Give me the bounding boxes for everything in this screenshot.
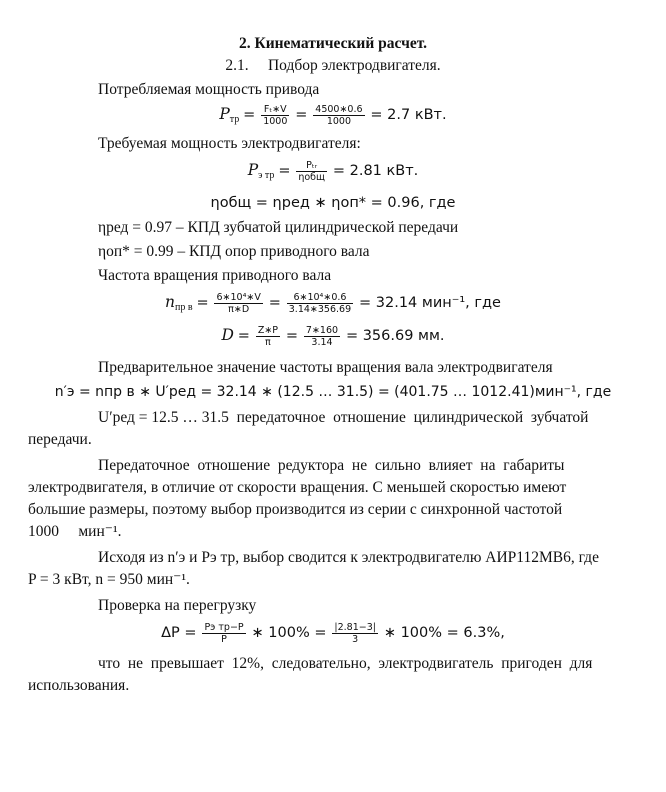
paragraph-1-line-2: электродвигателя, в отличие от скорости вращения. С меньшей скоростью имеют: [28, 479, 567, 496]
required-power-label: Требуемая мощность электродвигателя:: [98, 135, 361, 152]
paragraph-3-line-2: использования.: [28, 677, 130, 694]
eq1-result: = 2.7 кВт.: [370, 107, 447, 124]
eq7-fraction-1: $\frac{\text{Pэ тр−P}}{P}$: [204, 622, 244, 645]
prelim-speed-label: Предварительное значение частоты вращения вала электродвигателя: [98, 359, 553, 376]
section-heading: 2. Кинематический расчет.: [238, 35, 428, 52]
equation-overload: ΔP = $\frac{\text{Pэ тр−P}}{P}$ ∗ 100% = $\frac{|2.81-3|}{3}$ ∗ 100% = 6.3%,: [161, 622, 505, 645]
equation-diameter: D = $\frac{Z∗P}{\pi}$ = $\frac{7∗160}{3.14}$ = 356.69 мм.: [221, 325, 445, 348]
eq7-fraction-2: $\frac{|2.81-3|}{3}$: [334, 622, 376, 645]
paragraph-2-line-2: P = 3 кВт, n = 950 мин⁻¹.: [28, 571, 190, 588]
paragraph-1-line-1: Передаточное отношение редуктора не сильно влияет на габариты: [98, 457, 565, 474]
paragraph-1-line-4: 1000 мин⁻¹.: [28, 523, 122, 540]
eq2-fraction: $\frac{\text{Pₜᵣ}}{\text{ηобщ}}$: [298, 160, 325, 183]
frequency-label: Частота вращения приводного вала: [98, 267, 332, 284]
power-label: Потребляемая мощность привода: [98, 81, 320, 98]
equation-power: $P_{тр}$ = $\frac{\text{Fₜ∗V}}{1000}$ = $\frac{4500∗0.6}{1000}$ = 2.7 кВт.: [219, 104, 447, 127]
eta-bearings-line: ηоп* = 0.99 – КПД опор приводного вала: [98, 243, 370, 260]
eq1-lhs: P: [219, 105, 230, 124]
eta-reducer-line: ηред = 0.97 – КПД зубчатой цилиндрической передачи: [98, 219, 459, 236]
overload-label: Проверка на перегрузку: [98, 597, 257, 614]
eq1-fraction-2: $\frac{4500∗0.6}{1000}$: [315, 104, 363, 127]
eq5-fraction-2: $\frac{7∗160}{3.14}$: [305, 325, 339, 348]
equation-required-power: $P_{э тр}$ = $\frac{\text{Pₜᵣ}}{\text{ηобщ}}$ = 2.81 кВт.: [247, 160, 419, 183]
eq4-fraction-1: $\frac{\text{6∗10⁴∗V}}{\pi∗D}$: [216, 292, 261, 315]
eq1-fraction-1: $\frac{\text{Fₜ∗V}}{1000}$: [263, 104, 288, 127]
equation-efficiency: ηобщ = ηред ∗ ηоп* = 0.96, где: [210, 195, 456, 211]
gear-ratio-line: U′ред = 12.5 … 31.5 передаточное отношение цилиндрической зубчатой: [98, 409, 589, 426]
eq5-fraction-1: $\frac{Z∗P}{\pi}$: [257, 325, 279, 348]
equation-drive-speed: $n_{пр в}$ = $\frac{\text{6∗10⁴∗V}}{\pi∗D}$ = $\frac{\text{6∗10⁴∗0.6}}{3.14∗356.69}$ = 32.14 мин⁻¹, где: [165, 292, 501, 315]
eq1-lhs-sub: тр: [229, 114, 240, 126]
paragraph-2-line-1: Исходя из n′э и Pэ тр, выбор сводится к электродвигателю АИР112МВ6, где: [98, 549, 599, 566]
eq4-fraction-2: $\frac{\text{6∗10⁴∗0.6}}{3.14∗356.69}$: [288, 292, 352, 315]
paragraph-1-line-3: большие размеры, поэтому выбор производится из серии с синхронной частотой: [28, 501, 563, 518]
paragraph-3-line-1: что не превышает 12%, следовательно, электродвигатель пригоден для: [98, 655, 593, 672]
subsection-heading: 2.1. Подбор электродвигателя.: [225, 57, 441, 74]
equation-motor-speed: n′э = nпр в ∗ U′ред = 32.14 ∗ (12.5 … 31.5) = (401.75 … 1012.41)мин⁻¹, где: [54, 384, 612, 400]
gear-ratio-line-2: передачи.: [28, 431, 92, 448]
